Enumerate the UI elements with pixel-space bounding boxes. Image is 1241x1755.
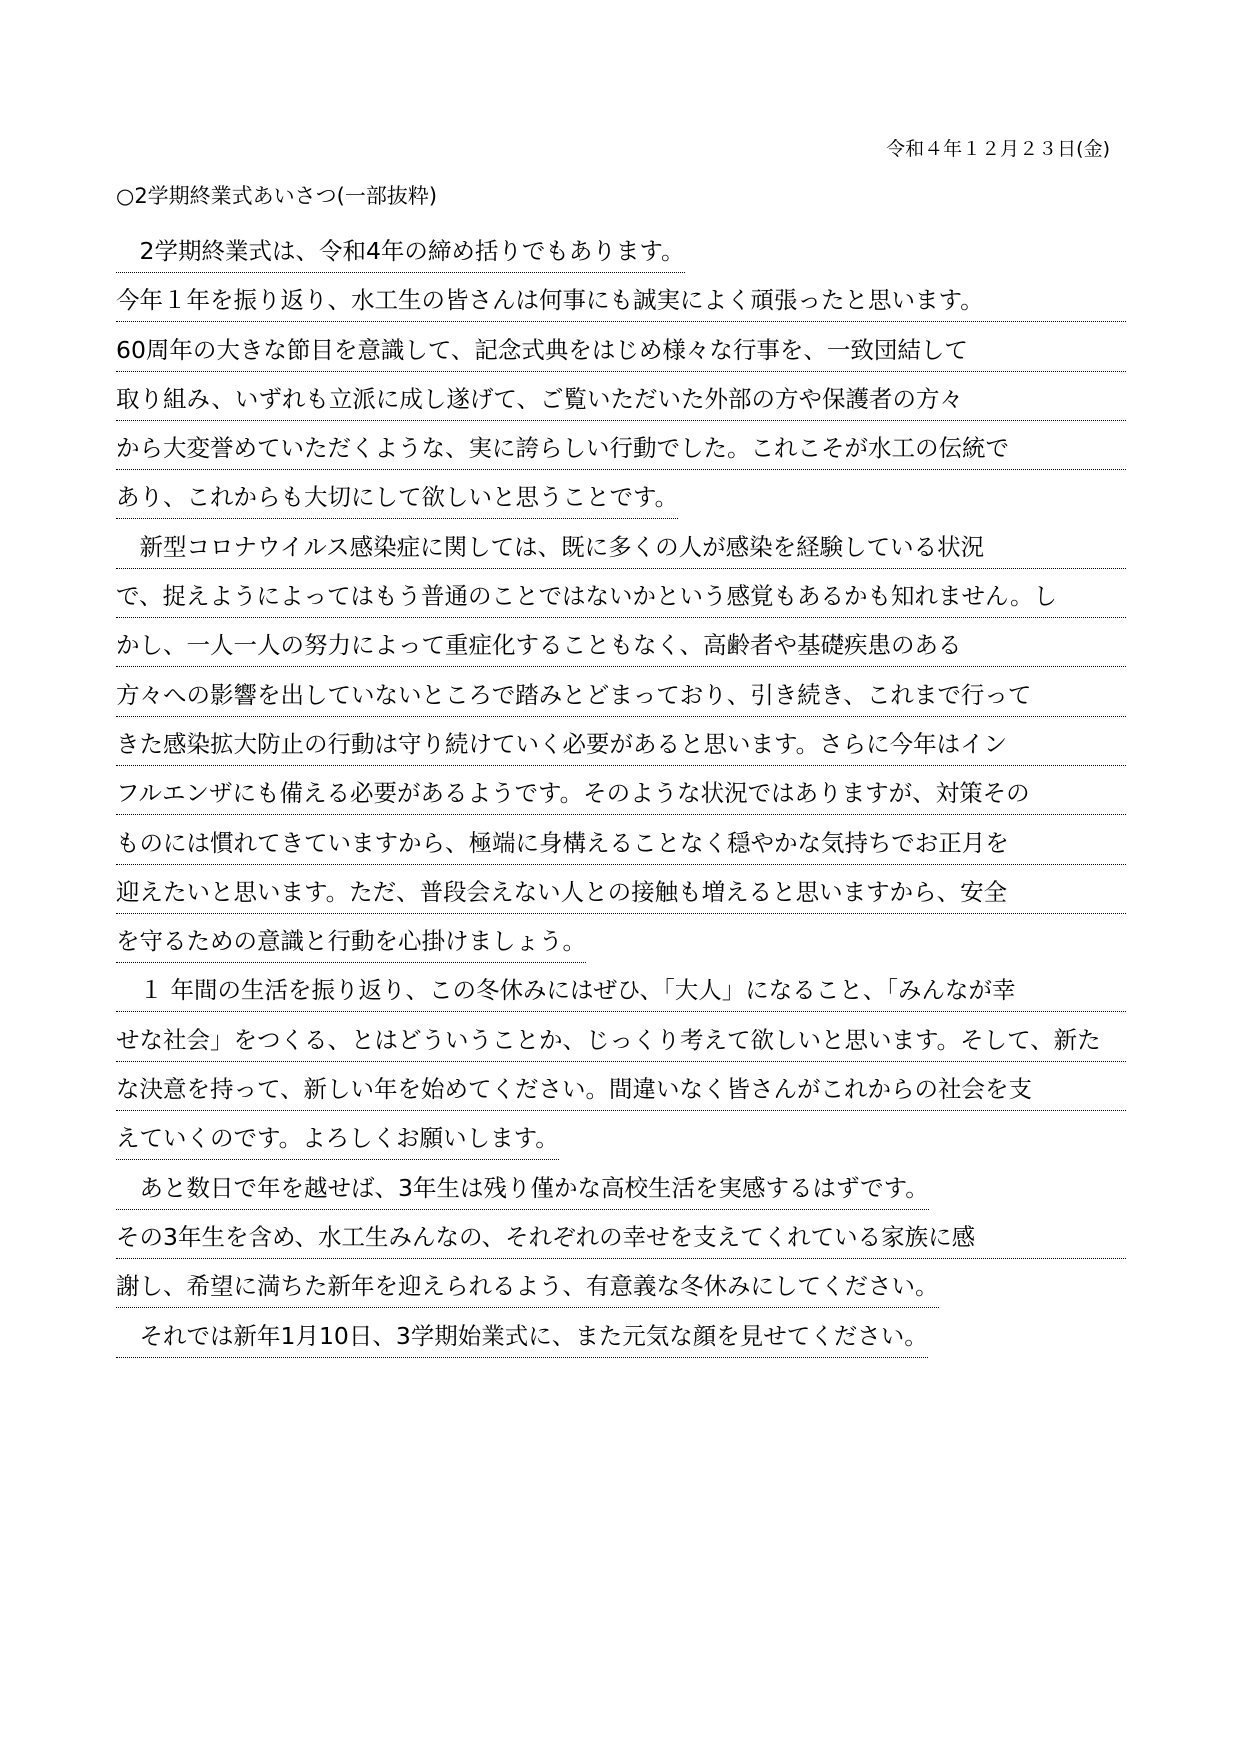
text-line: 取り組み、いずれも立派に成し遂げて、ご覧いただいた外部の方や保護者の方々 xyxy=(116,379,1126,428)
text-line: えていくのです。よろしくお願いします。 xyxy=(116,1118,1126,1167)
text-line: あと数日で年を越せば、3年生は残り僅かな高校生活を実感するはずです。 xyxy=(116,1168,1126,1217)
text-line: 迎えたいと思います。ただ、普段会えない人との接触も増えると思いますから、安全 xyxy=(116,872,1126,921)
text-line: その3年生を含め、水工生みんなの、それぞれの幸せを支えてくれている家族に感 xyxy=(116,1217,1126,1266)
text-line: 60周年の大きな節目を意識して、記念式典をはじめ様々な行事を、一致団結して xyxy=(116,330,1126,379)
text-line: 新型コロナウイルス感染症に関しては、既に多くの人が感染を経験している状況 xyxy=(116,527,1126,576)
text-line: あり、これからも大切にして欲しいと思うことです。 xyxy=(116,477,1126,526)
text-line: 謝し、希望に満ちた新年を迎えられるよう、有意義な冬休みにしてください。 xyxy=(116,1266,1126,1315)
text-line: きた感染拡大防止の行動は守り続けていく必要があると思います。さらに今年はイン xyxy=(116,724,1126,773)
text-line: １ 年間の生活を振り返り、この冬休みにはぜひ、「大人」になること、「みんなが幸 xyxy=(116,970,1126,1019)
text-line: 方々への影響を出していないところで踏みとどまっており、引き続き、これまで行って xyxy=(116,675,1126,724)
text-line: それでは新年1月10日、3学期始業式に、また元気な顔を見せてください。 xyxy=(116,1316,1126,1365)
text-line: 今年１年を振り返り、水工生の皆さんは何事にも誠実によく頑張ったと思います。 xyxy=(116,280,1126,329)
text-line: ものには慣れてきていますから、極端に身構えることなく穏やかな気持ちでお正月を xyxy=(116,823,1126,872)
text-line: かし、一人一人の努力によって重症化することもなく、高齢者や基礎疾患のある xyxy=(116,625,1126,674)
text-line: を守るための意識と行動を心掛けましょう。 xyxy=(116,921,1126,970)
date: 令和４年１２月２３日(金) xyxy=(886,138,1110,160)
text-line: から大変誉めていただくような、実に誇らしい行動でした。これこそが水工の伝統で xyxy=(116,428,1126,477)
text-line: 2学期終業式は、令和4年の締め括りでもあります。 xyxy=(116,231,1126,280)
text-line: で、捉えようによってはもう普通のことではないかという感覚もあるかも知れません。し xyxy=(116,576,1126,625)
text-line: フルエンザにも備える必要があるようです。そのような状況ではありますが、対策その xyxy=(116,773,1126,822)
text-line: な決意を持って、新しい年を始めてください。間違いなく皆さんがこれからの社会を支 xyxy=(116,1069,1126,1118)
text-line: せな社会」をつくる、とはどういうことか、じっくり考えて欲しいと思います。そして、新た xyxy=(116,1020,1126,1069)
document-heading: ○2学期終業式あいさつ(一部抜粋) xyxy=(116,184,438,208)
speech-text xyxy=(116,231,1126,1365)
